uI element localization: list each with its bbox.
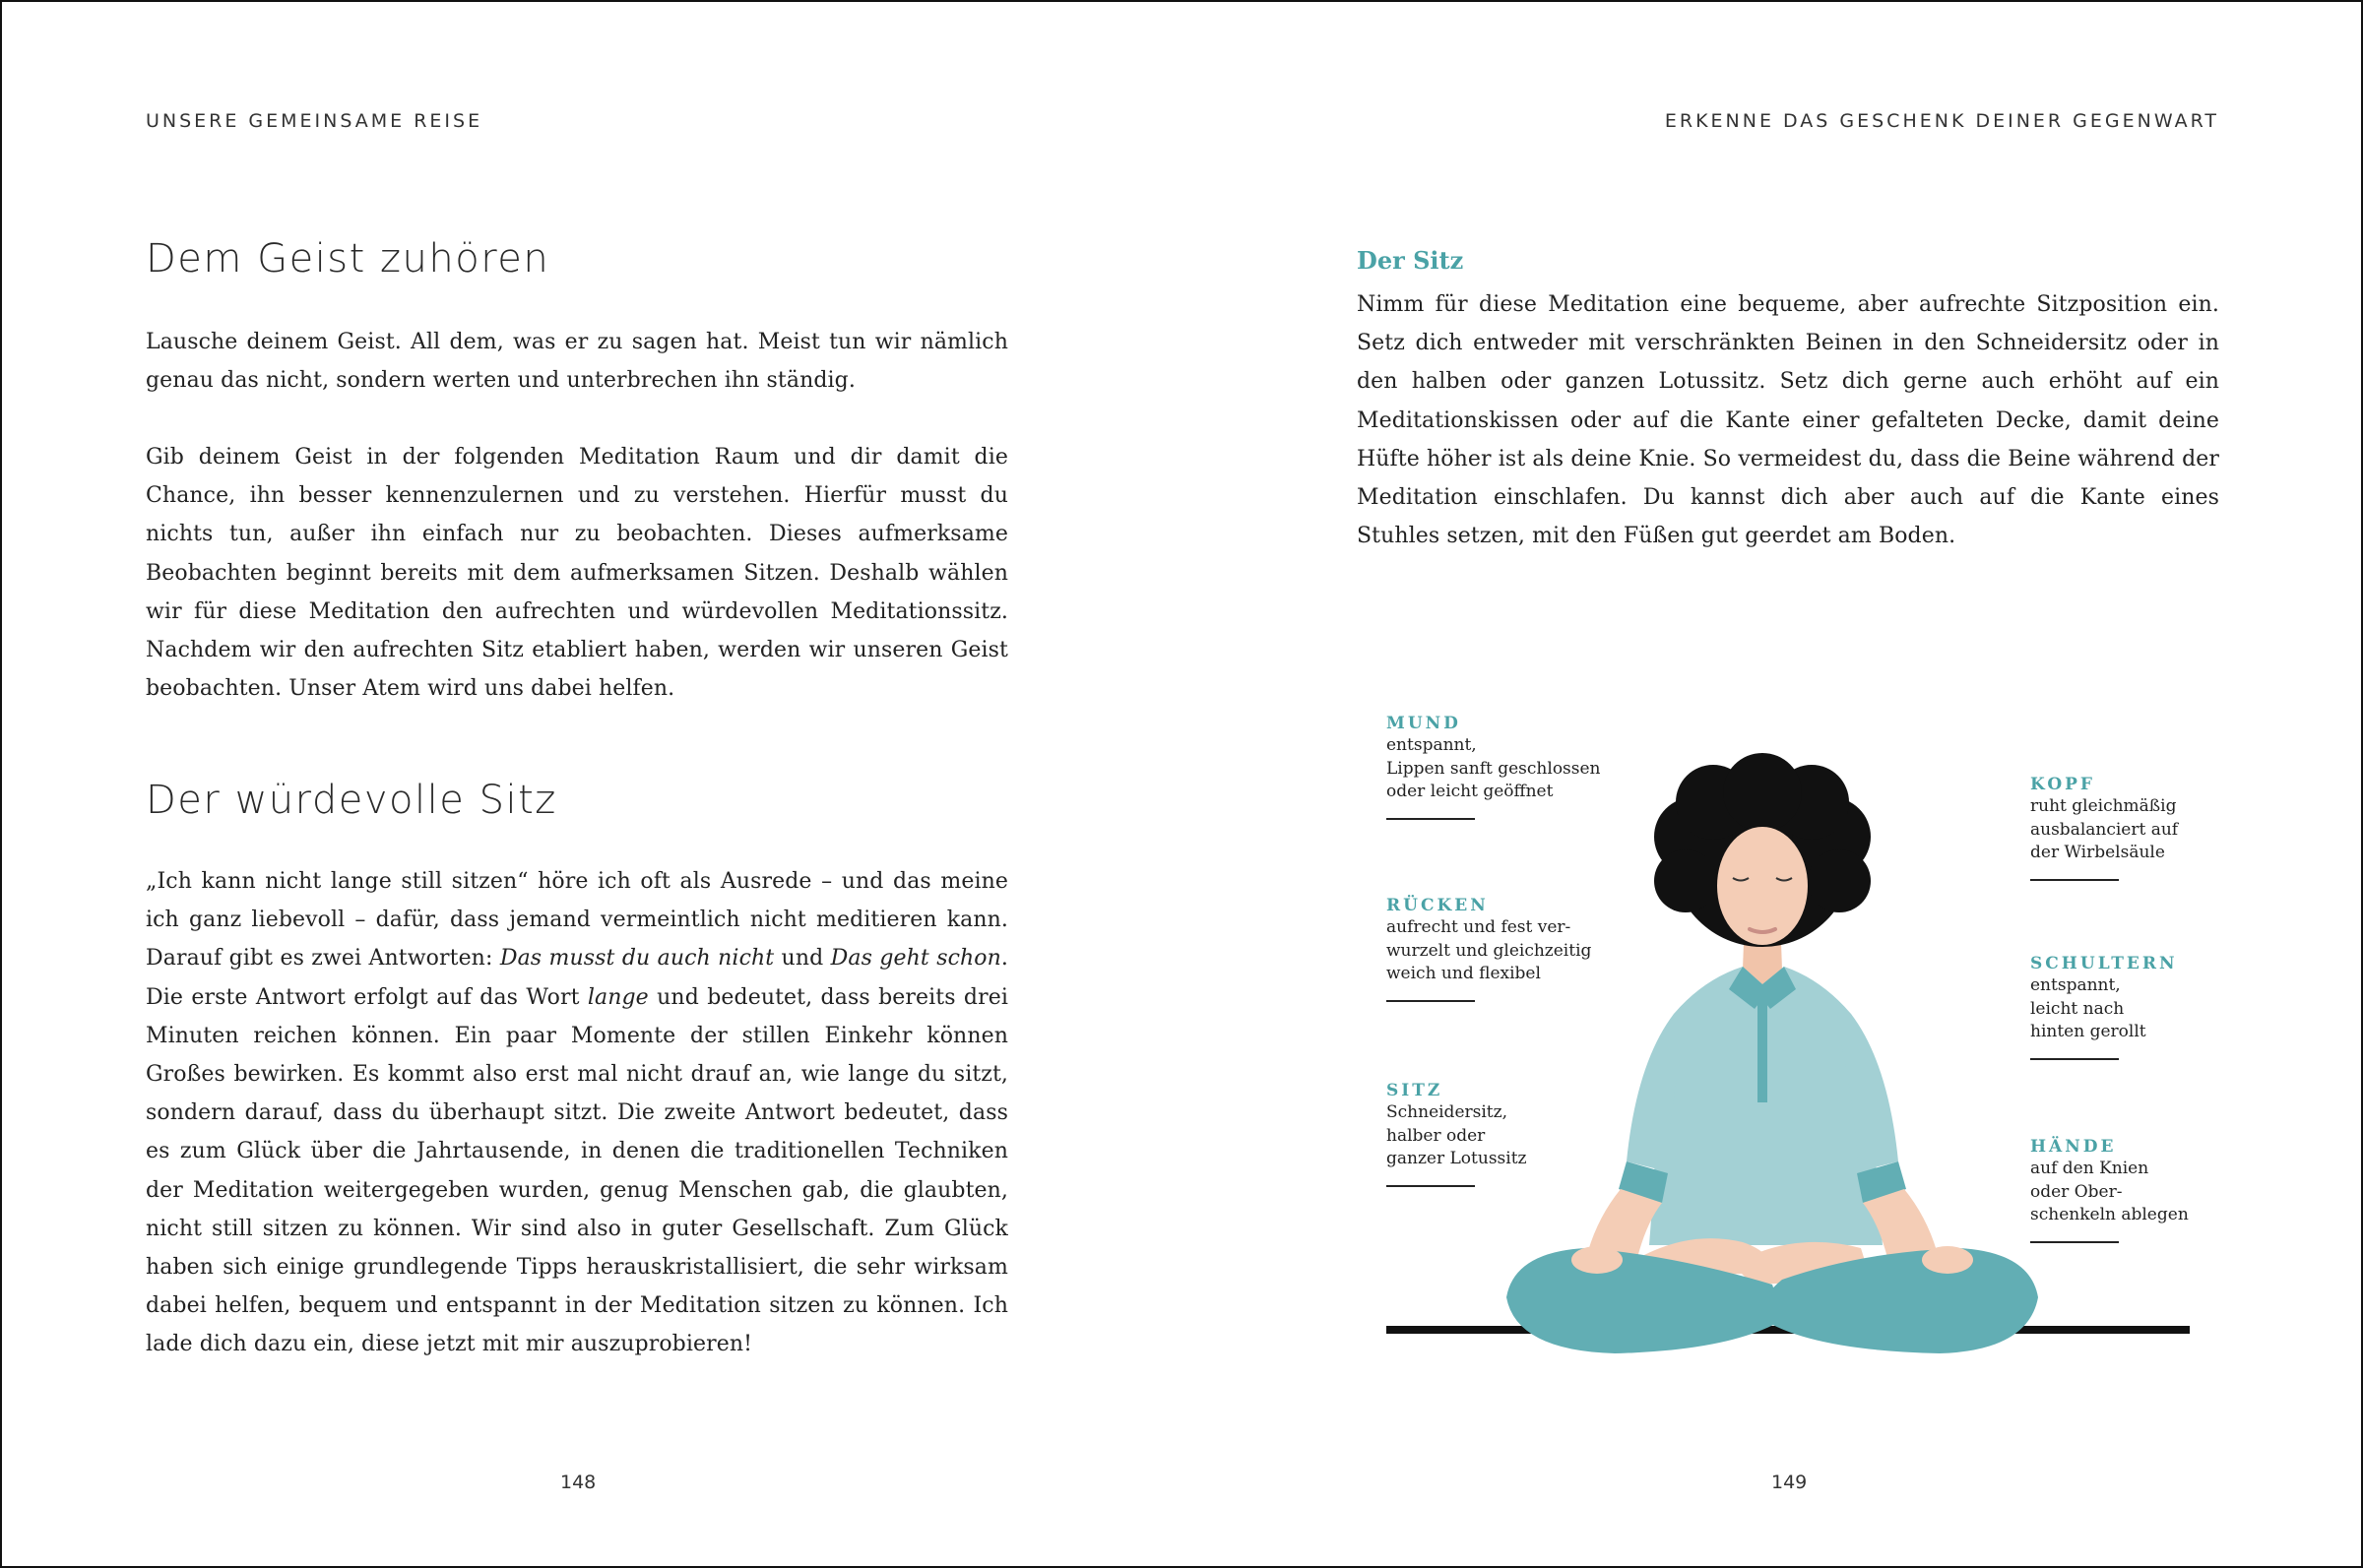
callout-kopf-title: KOPF — [2030, 775, 2095, 794]
callout-sitz-title: SITZ — [1386, 1081, 1443, 1100]
callout-sitz-rule — [1386, 1185, 1475, 1187]
callout-mund-rule — [1386, 818, 1475, 820]
heading-dem-geist-zuhoeren: Dem Geist zuhören — [146, 236, 550, 282]
callout-ruecken — [1386, 895, 1623, 1002]
callout-schultern-title: SCHULTERN — [2030, 954, 2178, 973]
subhead-der-sitz: Der Sitz — [1357, 246, 1464, 275]
right-page — [1182, 0, 2363, 1568]
page-number-left: 148 — [560, 1472, 597, 1493]
heading-der-wuerdevolle-sitz: Der würdevolle Sitz — [146, 778, 557, 823]
paragraph-meditation-room: Gib deinem Geist in der folgenden Meditation Raum und dir damit die Chance, ihn besser kennenzulernen und zu verstehen. Hierfür musst du nichts tun, außer ihn einfach nur zu beobachten. Dieses aufmerksame Beobachten beginnt bereits mit dem aufmerksamen Sitzen. Deshalb wählen wir für diese Meditation den aufrechten und würdevollen Meditationssitz. Nachdem wir den aufrechten Sitz etabliert haben, werden wir unseren Geist beobachten. Unser Atem wird uns dabei helfen. — [146, 445, 1008, 702]
callout-mund — [1386, 713, 1623, 820]
callout-mund-title: MUND — [1386, 714, 1461, 733]
callout-haende-desc: auf den Knien oder Ober- schenkeln ablegen — [2030, 1159, 2189, 1224]
hand-right — [1922, 1246, 1973, 1274]
callout-sitz — [1386, 1080, 1623, 1187]
paragraph-seat: Nimm für diese Meditation eine bequeme, aber aufrechte Sitzposition ein. Setz dich entweder mit verschränkten Beinen in den Schneidersitz oder in den halben oder ganzen Lotussitz. Setz dich gerne auch erhöht auf ein Meditationskissen oder auf die Kante einer gefalteten Decke, damit deine Hüfte höher ist als deine Knie. So vermeidest du, dass die Beine während der Meditation einschlafen. Du kannst dich aber auch auf die Kante eines Stuhles setzen, mit den Füßen gut geerdet am Boden. — [1357, 292, 2219, 549]
callout-schultern-desc: entspannt, leicht nach hinten gerollt — [2030, 975, 2146, 1041]
running-head-left: UNSERE GEMEINSAME REISE — [146, 110, 483, 132]
callout-schultern — [2030, 953, 2267, 1060]
callout-kopf-rule — [2030, 879, 2119, 881]
paragraph-sitting: „Ich kann nicht lange still sitzen“ höre ich oft als Ausrede – und das meine ich ganz liebevoll – dafür, dass jemand vermeintlich nicht meditieren kann. Darauf gibt es zwei Antworten: Das musst du auch nicht und Das geht schon. Die erste Antwort erfolgt auf das Wort lange und bedeutet, dass bereits drei Minuten reichen können. Ein paar Momente der stillen Einkehr können Großes bewirken. Es kommt also erst mal nicht drauf an, wie lange du sitzt, sondern darauf, dass du überhaupt sitzt. Die zweite Antwort bedeutet, dass es zum Glück über die Jahrtausende, in denen die traditionellen Techniken der Meditation weitergegeben wurden, genug Menschen gab, die glaubten, nicht still sitzen zu können. Wir sind also in guter Gesellschaft. Zum Glück haben sich einige grundlegende Tipps herauskristallisiert, die sehr wirksam dabei helfen, bequem und entspannt in der Meditation sitzen zu können. Ich lade dich dazu ein, diese jetzt mit mir auszuprobieren! — [146, 869, 1008, 1357]
callout-kopf — [2030, 774, 2267, 881]
callout-schultern-rule — [2030, 1058, 2119, 1060]
hand-left — [1571, 1246, 1623, 1274]
running-head-right: ERKENNE DAS GESCHENK DEINER GEGENWART — [1664, 110, 2219, 132]
callout-kopf-desc: ruht gleichmäßig ausbalanciert auf der Wirbelsäule — [2030, 796, 2179, 862]
callout-ruecken-rule — [1386, 1000, 1475, 1002]
callout-haende-rule — [2030, 1241, 2119, 1243]
callout-haende — [2030, 1136, 2267, 1243]
face — [1717, 827, 1808, 945]
page-number-right: 149 — [1771, 1472, 1808, 1493]
callout-ruecken-desc: aufrecht und fest ver- wurzelt und gleichzeitig weich und flexibel — [1386, 917, 1592, 983]
paragraph-intro: Lausche deinem Geist. All dem, was er zu sagen hat. Meist tun wir nämlich genau das nicht, sondern werten und unterbrechen ihn ständig. — [146, 330, 1008, 394]
callout-haende-title: HÄNDE — [2030, 1137, 2117, 1157]
callout-sitz-desc: Schneidersitz, halber oder ganzer Lotussitz — [1386, 1102, 1527, 1168]
callout-ruecken-title: RÜCKEN — [1386, 896, 1489, 915]
callout-mund-desc: entspannt, Lippen sanft geschlossen oder leicht geöffnet — [1386, 735, 1601, 801]
